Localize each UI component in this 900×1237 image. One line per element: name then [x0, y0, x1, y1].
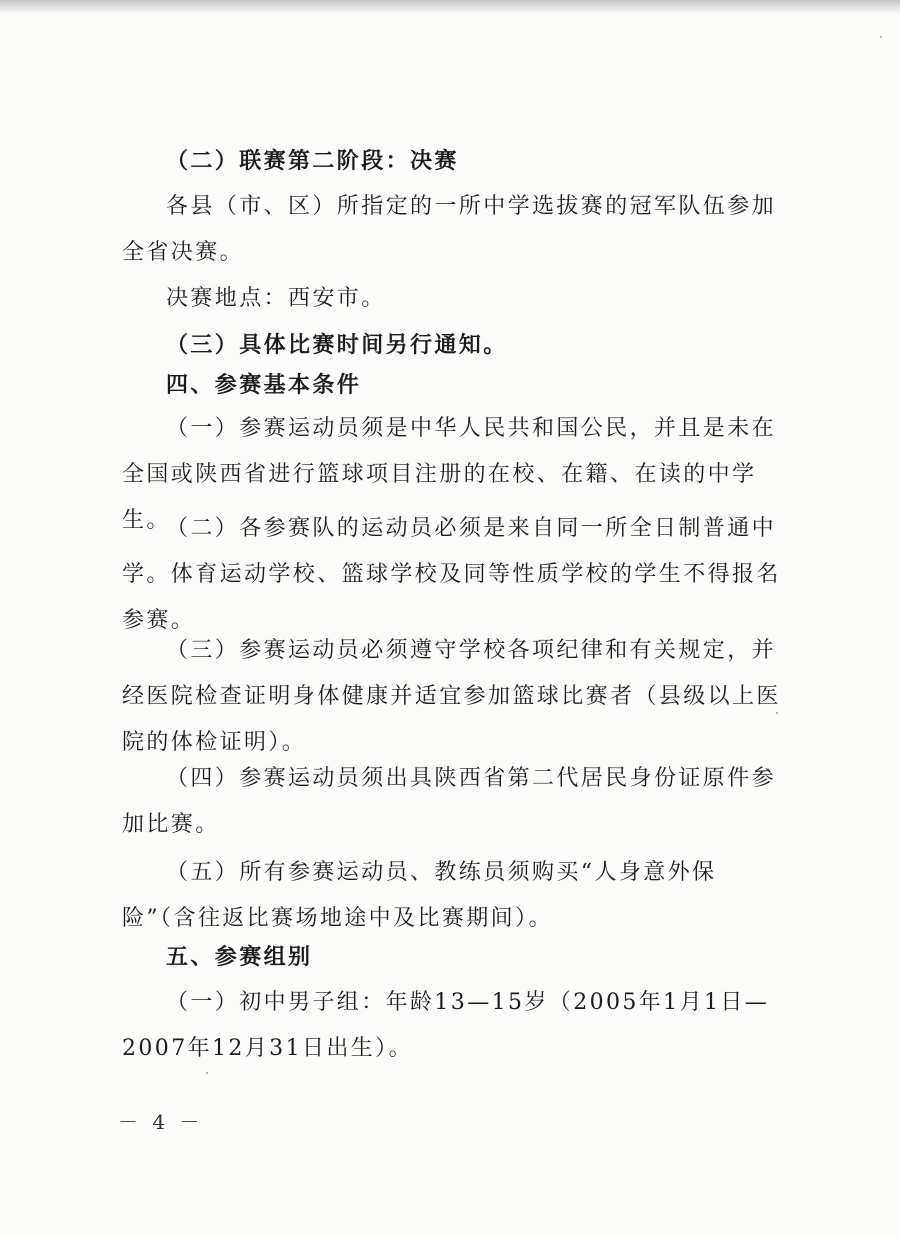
subsection-heading-final: （二）联赛第二阶段：决赛: [166, 148, 459, 174]
paragraph-condition-1: （一）参赛运动员须是中华人民共和国公民，并且是未在全国或陕西省进行篮球项目注册的在校、在籍、在读的中学生。: [122, 416, 777, 533]
paragraph-group-junior-boys: （一）初中男子组：年龄13—15岁（2005年1月1日—2007年12月31日出生）。: [122, 990, 770, 1061]
page-number: － 4 －: [118, 1110, 204, 1134]
section-heading-groups: 五、参赛组别: [166, 944, 313, 970]
scan-speck: [880, 36, 882, 38]
scan-edge-shadow: [0, 0, 900, 14]
paragraph-final-participants: 各县（市、区）所指定的一所中学选拔赛的冠军队伍参加全省决赛。: [122, 194, 777, 265]
paragraph-final-venue: 决赛地点：西安市。: [166, 286, 386, 311]
section-heading-conditions: 四、参赛基本条件: [166, 372, 362, 398]
paragraph-condition-4: （四）参赛运动员须出具陕西省第二代居民身份证原件参加比赛。: [122, 766, 777, 837]
scan-speck: [206, 1072, 208, 1074]
subsection-heading-schedule: （三）具体比赛时间另行通知。: [166, 332, 508, 358]
paragraph-condition-2: （二）各参赛队的运动员必须是来自同一所全日制普通中学。体育运动学校、篮球学校及同等性质学校的学生不得报名参赛。: [122, 516, 781, 633]
paragraph-condition-3: （三）参赛运动员必须遵守学校各项纪律和有关规定，并经医院检查证明身体健康并适宜参加篮球比赛者（县级以上医院的体检证明）。: [122, 638, 781, 755]
paragraph-condition-5: （五）所有参赛运动员、教练员须购买“人身意外保险”（含往返比赛场地途中及比赛期间）。: [122, 860, 717, 931]
scan-speck: [776, 712, 778, 714]
